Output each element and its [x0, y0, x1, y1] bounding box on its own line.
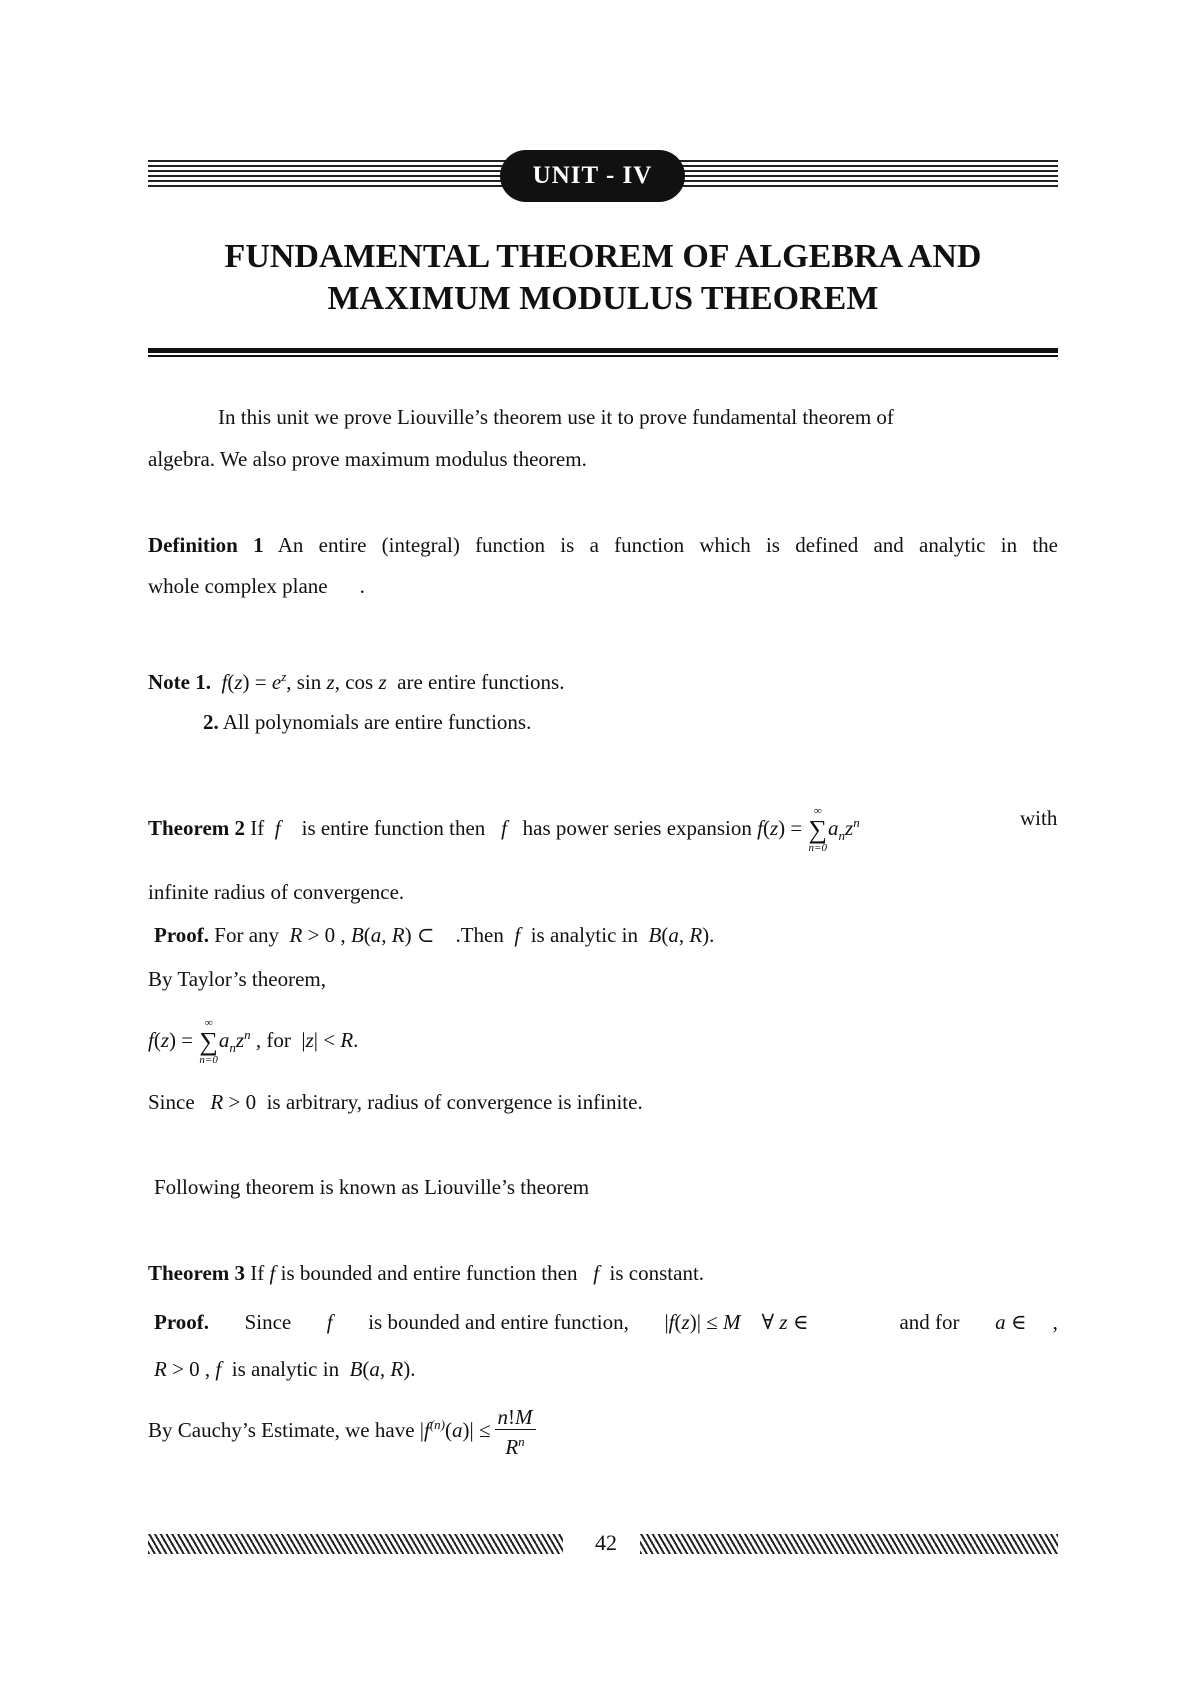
theorem2-label: Theorem 2	[148, 815, 246, 840]
proof3-text-4: is analytic in	[231, 1357, 340, 1381]
unit-badge: UNIT - IV	[500, 150, 685, 202]
footer-hatch-right	[640, 1534, 1058, 1554]
proof2-taylor-formula: f(z) = ∞ ∑ n=0 $a_nz^n$ , for |z| < R.	[148, 1017, 359, 1066]
summation-symbol-2: ∞ ∑ n=0	[199, 1017, 218, 1066]
proof3-line2: R > 0 , f is analytic in B(a, R).	[154, 1357, 416, 1381]
proof2-taylor: By Taylor’s theorem,	[148, 967, 326, 991]
proof3-text-2: is bounded and entire function,	[368, 1310, 629, 1334]
proof2-ball: B(a, R).	[643, 923, 715, 947]
proof2-text-2: .Then	[455, 923, 504, 947]
note-item2-text: All polynomials are entire functions.	[222, 710, 532, 734]
chapter-title-line2: MAXIMUM MODULUS THEOREM	[327, 280, 879, 317]
theorem2-line1	[148, 806, 860, 854]
theorem3-text-3: is constant.	[609, 1261, 705, 1285]
intro-line1: In this unit we prove Liouville’s theorem use it to prove fundamental theorem of	[218, 405, 894, 429]
proof3-cauchy	[148, 1405, 536, 1459]
note-item2-label: 2.	[203, 710, 219, 734]
definition1-text: An entire (integral) function is a function which is defined and analytic in the	[277, 533, 1058, 557]
theorem3-text-2: is bounded and entire function then	[280, 1261, 578, 1285]
proof2-formula-1: R > 0 , B(a, R) ⊂	[284, 923, 456, 947]
proof2-for: , for	[255, 1027, 291, 1052]
note-formula: $f(z) = e^z$, sin z, cos z	[216, 669, 392, 694]
note-label: Note 1.	[148, 670, 211, 694]
proof2-since: Since R > 0 is arbitrary, radius of convergence is infinite.	[148, 1090, 643, 1114]
page-footer	[148, 1530, 1058, 1560]
definition1-period: .	[359, 574, 365, 598]
summation-symbol: ∞ ∑ n=0	[808, 805, 828, 854]
footer-hatch-left	[148, 1534, 563, 1554]
liouville-intro: Following theorem is known as Liouville’s theorem	[154, 1175, 590, 1199]
theorem3: Theorem 3 If f is bounded and entire function then f is constant.	[148, 1261, 705, 1285]
proof3-label: Proof.	[154, 1310, 210, 1334]
note-item1	[148, 665, 564, 694]
proof3-cauchy-text: By Cauchy’s Estimate, we have	[148, 1417, 415, 1442]
proof3-text-3: and for	[899, 1310, 960, 1334]
note-item1-text: are entire functions.	[397, 670, 565, 694]
unit-banner	[148, 150, 1058, 202]
theorem2-f1: f	[269, 815, 297, 840]
title-rule	[148, 348, 1058, 357]
theorem2-with: with	[1020, 806, 1058, 830]
theorem2-series-formula: f(z) = ∞ ∑ n=0 $a_nz^n$	[757, 805, 860, 854]
intro-line2: algebra. We also prove maximum modulus theorem.	[148, 447, 587, 471]
proof3-bound: |f(z)| ≤ M ∀ z ∈	[664, 1310, 809, 1334]
proof2-text-1: For any	[214, 923, 280, 947]
chapter-title	[148, 236, 1058, 320]
proof2-condition: |z| < R.	[301, 1027, 359, 1052]
proof2-label: Proof.	[154, 923, 210, 947]
chapter-title-line1: FUNDAMENTAL THEOREM OF ALGEBRA AND	[224, 238, 982, 275]
proof2-since-text-2: is arbitrary, radius of convergence is infinite.	[266, 1090, 643, 1114]
page-number: 42	[595, 1530, 617, 1555]
proof2-f: f	[509, 923, 526, 947]
definition1-label: Definition 1	[148, 533, 264, 557]
proof2-text-3: is analytic in	[530, 923, 638, 947]
proof2-line1	[154, 923, 714, 947]
definition1-line2	[148, 574, 365, 598]
note-item2	[203, 710, 531, 734]
banner-rule-left	[148, 160, 508, 190]
theorem2-line2: infinite radius of convergence.	[148, 880, 405, 904]
theorem3-text-1: If	[250, 1261, 265, 1285]
theorem2-text-3: has power series expansion	[522, 815, 752, 840]
proof2-since-text-1: Since	[148, 1090, 195, 1114]
definition1-line1	[148, 533, 1058, 557]
theorem2-text-2: is entire function then	[301, 815, 486, 840]
proof3-line1: Proof. Since f is bounded and entire function, |f(z)| ≤ M ∀ z ∈ and for a ∈ ,	[154, 1310, 1058, 1334]
proof3-text-1: Since	[244, 1310, 292, 1334]
theorem3-label: Theorem 3	[148, 1261, 246, 1285]
definition1-text-2: whole complex plane	[148, 574, 328, 598]
theorem2-text-1: If	[250, 815, 265, 840]
cauchy-estimate-formula: $|f^{(n)}(a)|$ ≤ $\frac{n!M}{R^n}$	[420, 1418, 536, 1442]
banner-rule-right	[663, 160, 1058, 190]
theorem2-f2: f	[490, 815, 518, 840]
